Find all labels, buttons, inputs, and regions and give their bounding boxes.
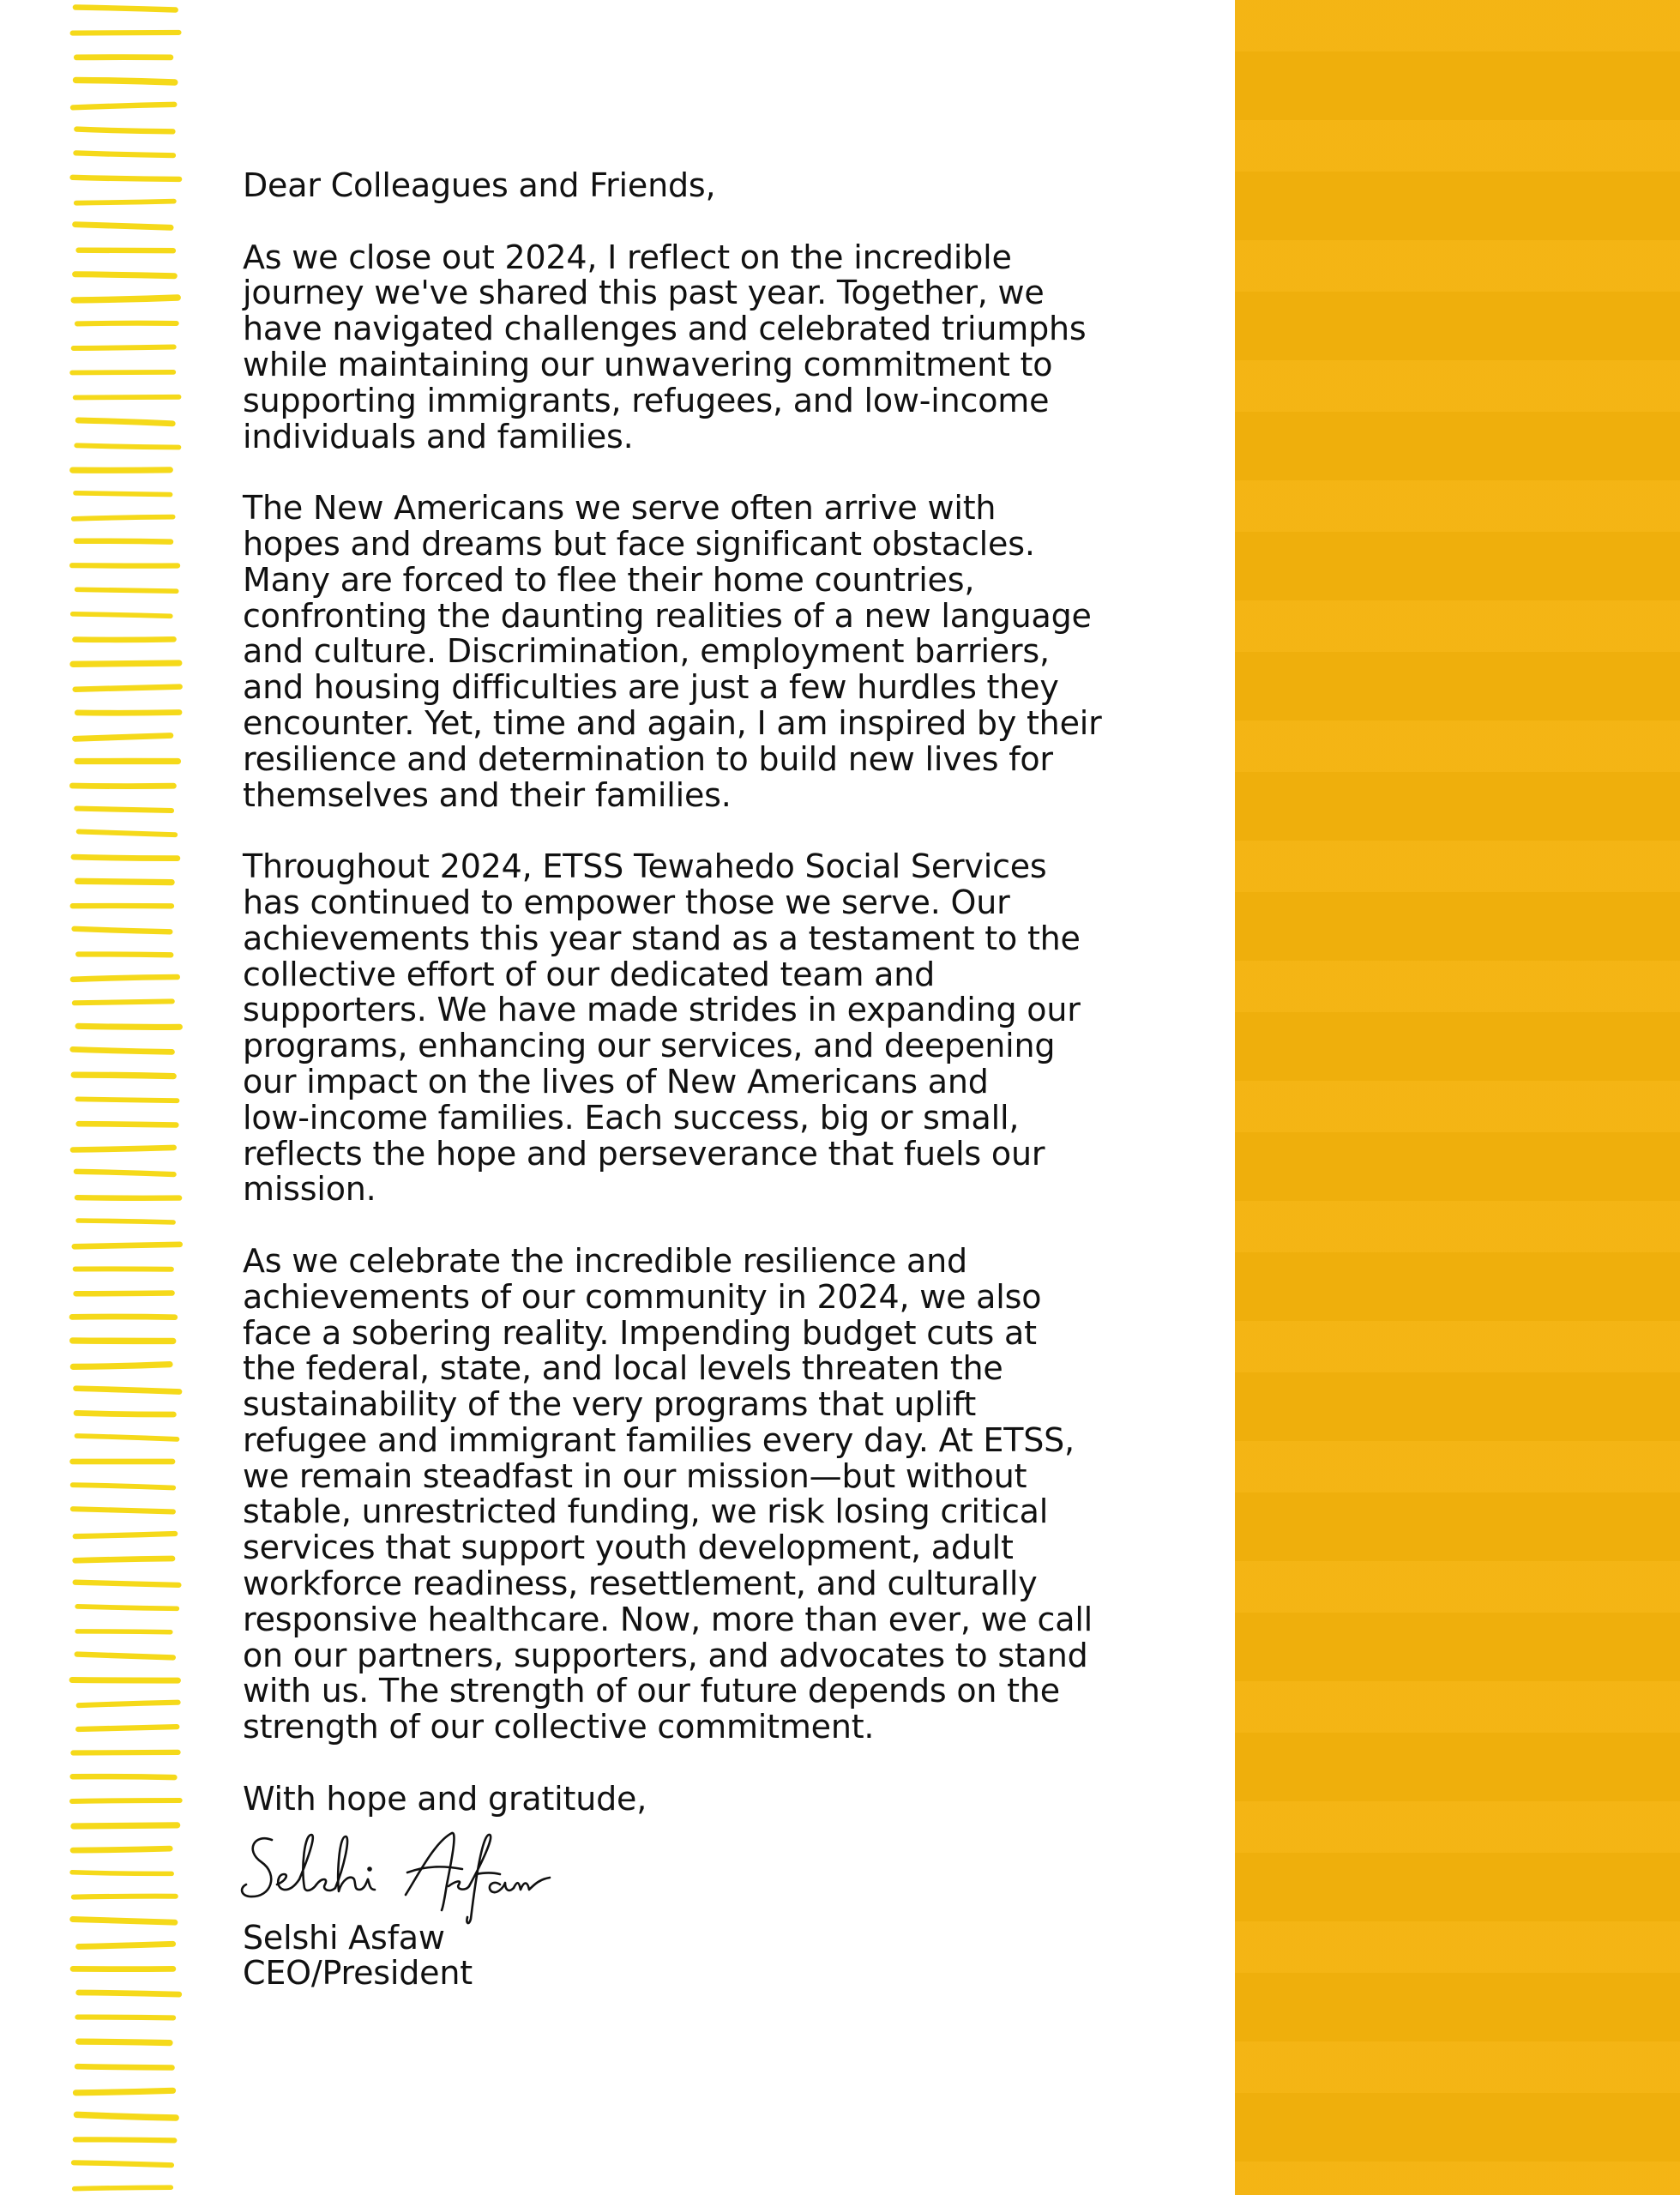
stripe-line: [73, 1776, 175, 1777]
stripe-line: [75, 1245, 180, 1247]
letter-body: [243, 168, 1212, 1992]
stripe-line: [77, 1197, 179, 1198]
stripe-line: [73, 977, 178, 980]
stripe-line: [74, 1825, 178, 1826]
stripe-line: [73, 1365, 170, 1367]
stripe-line: [72, 372, 173, 373]
stripe-line: [73, 1920, 175, 1923]
stripe-line: [75, 225, 172, 228]
stripe-line: [72, 1872, 172, 1874]
stripe-line: [72, 786, 173, 787]
stripe-line: [76, 202, 174, 203]
stripe-line: [75, 1534, 176, 1536]
stripe-line: [77, 2066, 172, 2067]
stripe-line: [73, 178, 180, 179]
letter-paragraph-4: As we celebrate the incredible resilience and achievements of our community in 2024, we also face a sobering reality. Impending budget cuts at the federal, state, and local levels threaten the sustainability of the very programs that uplift refugee and immigrant families every day. At ETSS, we remain steadfast in our mission—but without stable, unrestricted funding, we risk losing critical services that support youth development, adult workforce readiness, resettlement, and culturally responsive healthcare. Now, more than ever, we call on our partners, supporters, and advocates to stand with us. The strength of our future depends on the strength of our collective commitment.: [243, 1241, 1093, 1746]
stripe-line: [75, 639, 174, 640]
signer-title: CEO/President: [243, 1954, 473, 1993]
letter-closing: With hope and gratitude,: [243, 1779, 647, 1818]
stripe-line: [77, 713, 179, 714]
stripe-line: [77, 2114, 177, 2118]
stripe-line: [75, 929, 171, 932]
stripe-line: [76, 2090, 173, 2093]
stripe-line: [77, 1631, 171, 1632]
stripe-line: [75, 2187, 172, 2189]
stripe-line: [75, 397, 179, 398]
stripe-line: [73, 1049, 172, 1052]
stripe-line: [72, 1800, 180, 1801]
stripe-line: [76, 1389, 179, 1392]
stripe-line: [77, 1099, 177, 1101]
yellow-stripes-graphic: [60, 0, 189, 2195]
stripe-line: [79, 2041, 170, 2043]
stripe-line: [74, 2162, 172, 2165]
stripe-line: [78, 1727, 177, 1729]
stripe-line: [74, 347, 174, 349]
stripe-line: [73, 614, 171, 617]
stripe-line: [78, 1026, 179, 1027]
stripe-line: [78, 420, 172, 424]
stripe-line: [77, 323, 177, 324]
stripe-line: [74, 298, 178, 300]
stripe-line: [72, 1680, 178, 1681]
stripe-line: [73, 1509, 173, 1511]
stripe-line: [79, 1124, 177, 1125]
stripe-line: [75, 153, 173, 155]
decorative-stripe-border: [60, 0, 189, 2195]
stripe-line: [76, 1172, 174, 1174]
stripe-line: [78, 1221, 173, 1222]
letter-greeting: Dear Colleagues and Friends,: [243, 166, 716, 204]
stripe-line: [77, 589, 177, 591]
letter-paragraph-1: As we close out 2024, I reflect on the incredible journey we've shared this past year. Together, we have navigated challenges and celebrated triumphs while maintaining our unwavering commitment to supporting immigrants, refugees, and low-income individuals and families.: [243, 238, 1087, 455]
stripe-line: [73, 1148, 174, 1150]
stripe-line: [77, 1436, 178, 1439]
stripe-line: [72, 1317, 175, 1318]
stripe-line: [73, 1341, 173, 1342]
stripe-line: [78, 881, 172, 882]
stripe-line: [79, 1993, 179, 1994]
stripe-line: [75, 1559, 172, 1560]
stripe-line: [76, 1293, 172, 1294]
stripe-line: [74, 517, 173, 519]
stripe-line: [77, 1607, 177, 1608]
stripe-line: [75, 274, 175, 276]
stripe-line: [78, 954, 171, 955]
stripe-line: [74, 857, 178, 859]
stripe-line: [77, 2017, 173, 2018]
stripe-line: [75, 2139, 175, 2140]
signer-name: Selshi Asfaw: [243, 1918, 445, 1957]
stripe-line: [76, 445, 178, 447]
stripe-line: [75, 736, 171, 739]
stripe-line: [76, 809, 172, 811]
stripe-line: [73, 105, 174, 108]
stripe-line: [73, 1848, 170, 1850]
stripe-line: [79, 1944, 173, 1946]
yellow-side-panel: [1235, 0, 1680, 2195]
stripe-line: [76, 130, 172, 132]
stripe-line: [75, 1583, 179, 1585]
letter-paragraph-3: Throughout 2024, ETSS Tewahedo Social Services has continued to empower those we serve. Our achievements this year stand as a testament to the collective effort of our dedicated team and supporters. We have made strides in expanding our programs, enhancing our services, and deepening our impact on the lives of New Americans and low-income families. Each success, big or small, reflects the hope and perseverance that fuels our mission.: [243, 847, 1081, 1209]
stripe-line: [75, 1001, 172, 1003]
stripe-line: [73, 663, 179, 664]
stripe-line: [79, 1703, 178, 1706]
stripe-line: [79, 832, 176, 835]
stripe-line: [73, 1752, 178, 1753]
stripe-line: [76, 541, 171, 542]
stripe-line: [75, 8, 176, 10]
stripe-line: [77, 1655, 173, 1658]
stripe-line: [79, 250, 173, 251]
stripe-line: [76, 80, 175, 82]
stripe-line: [74, 1075, 173, 1076]
stripe-line: [76, 1413, 173, 1414]
handwritten-signature: [238, 1824, 563, 1927]
stripe-line: [73, 1485, 174, 1487]
stripe-line: [75, 493, 171, 495]
letter-paragraph-2: The New Americans we serve often arrive with hopes and dreams but face significant obstacles. Many are forced to flee their home countries, confronting the daunting realities of a new language and culture. Discrimination, employment barriers, and housing difficulties are just a few hurdles they encounter. Yet, time and again, I am inspired by their resilience and determination to build new lives for themselves and their families.: [243, 489, 1102, 814]
stripe-line: [75, 687, 180, 690]
